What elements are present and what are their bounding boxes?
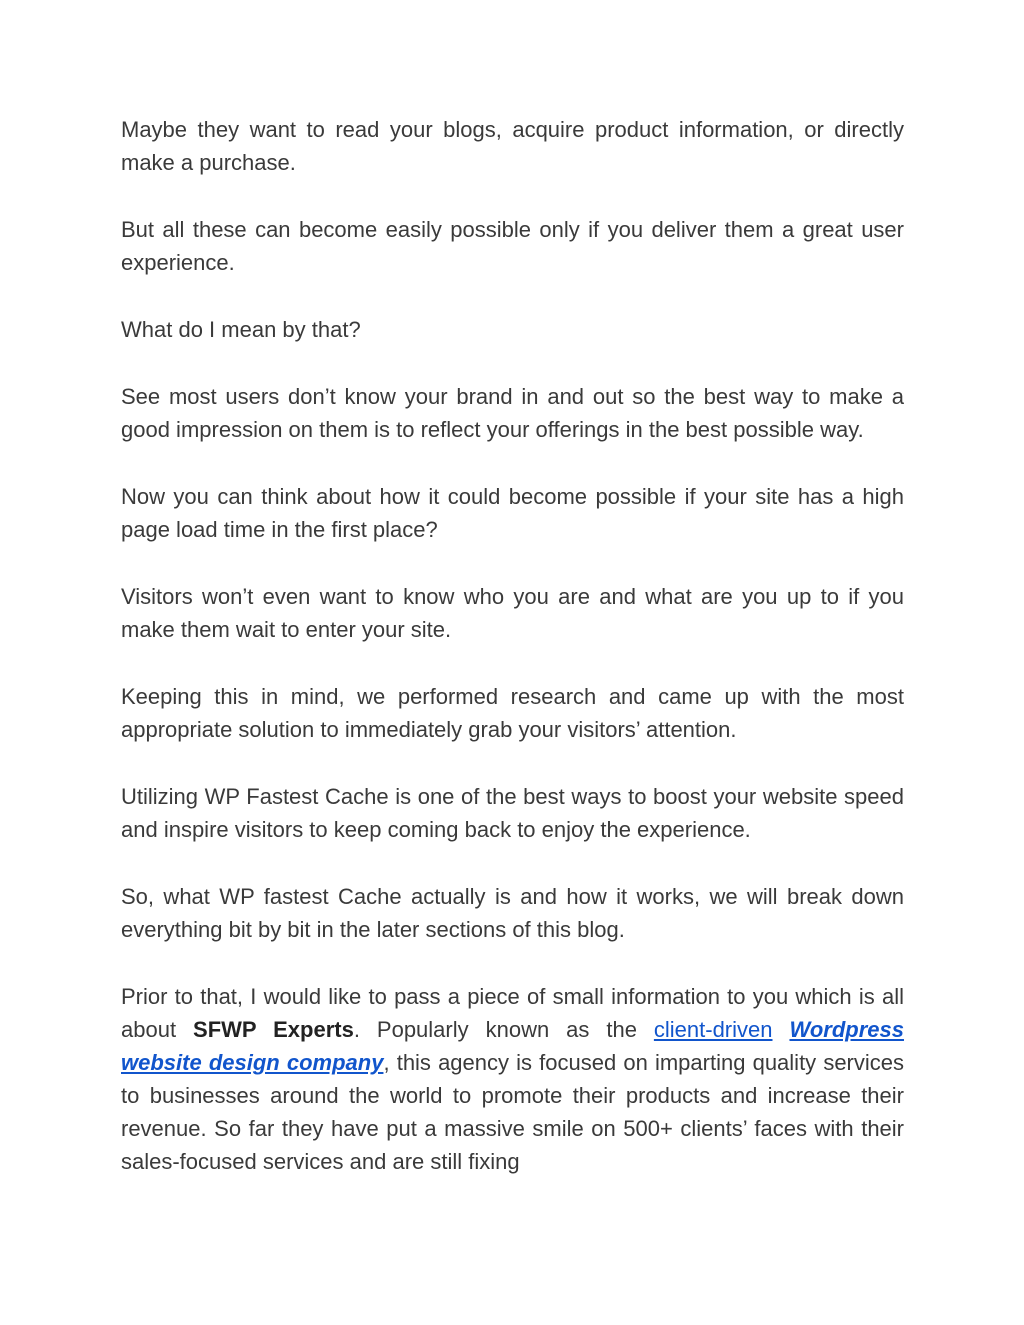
brand-name: SFWP Experts xyxy=(193,1017,354,1042)
paragraph-10 xyxy=(121,980,904,1178)
wordpress-design-company-link[interactable]: Wordpress website design company xyxy=(121,1017,904,1075)
paragraph-5: Now you can think about how it could become possible if your site has a high page load time in the first place? xyxy=(121,484,904,542)
client-driven-link[interactable]: client-driven xyxy=(653,1017,773,1042)
paragraph-4: See most users don’t know your brand in and out so the best way to make a good impression on them is to reflect your offerings in the best possible way. xyxy=(121,384,904,442)
paragraph-6: Visitors won’t even want to know who you are and what are you up to if you make them wait to enter your site. xyxy=(121,584,904,642)
paragraph-1: Maybe they want to read your blogs, acquire product information, or directly make a purchase. xyxy=(121,117,904,175)
paragraph-10-text-before: Prior to that, I would like to pass a piece of small information to you which is all about xyxy=(121,984,904,1042)
paragraph-10-text-middle: . Popularly known as the xyxy=(353,1017,654,1042)
paragraph-2: But all these can become easily possible only if you deliver them a great user experience. xyxy=(121,217,904,275)
paragraph-7: Keeping this in mind, we performed research and came up with the most appropriate solution to immediately grab your visitors’ attention. xyxy=(121,684,904,742)
paragraph-10-text-after: , this agency is focused on imparting quality services to businesses around the world to promote their products and increase their revenue. So far they have put a massive smile on 500+ clients’ faces with their sales-focused services and are still fixing xyxy=(121,1050,904,1174)
paragraph-3: What do I mean by that? xyxy=(121,317,361,342)
paragraph-9: So, what WP fastest Cache actually is and how it works, we will break down everything bit by bit in the later sections of this blog. xyxy=(121,884,904,942)
document-body xyxy=(121,113,904,1178)
paragraph-8: Utilizing WP Fastest Cache is one of the best ways to boost your website speed and inspire visitors to keep coming back to enjoy the experience. xyxy=(121,784,904,842)
